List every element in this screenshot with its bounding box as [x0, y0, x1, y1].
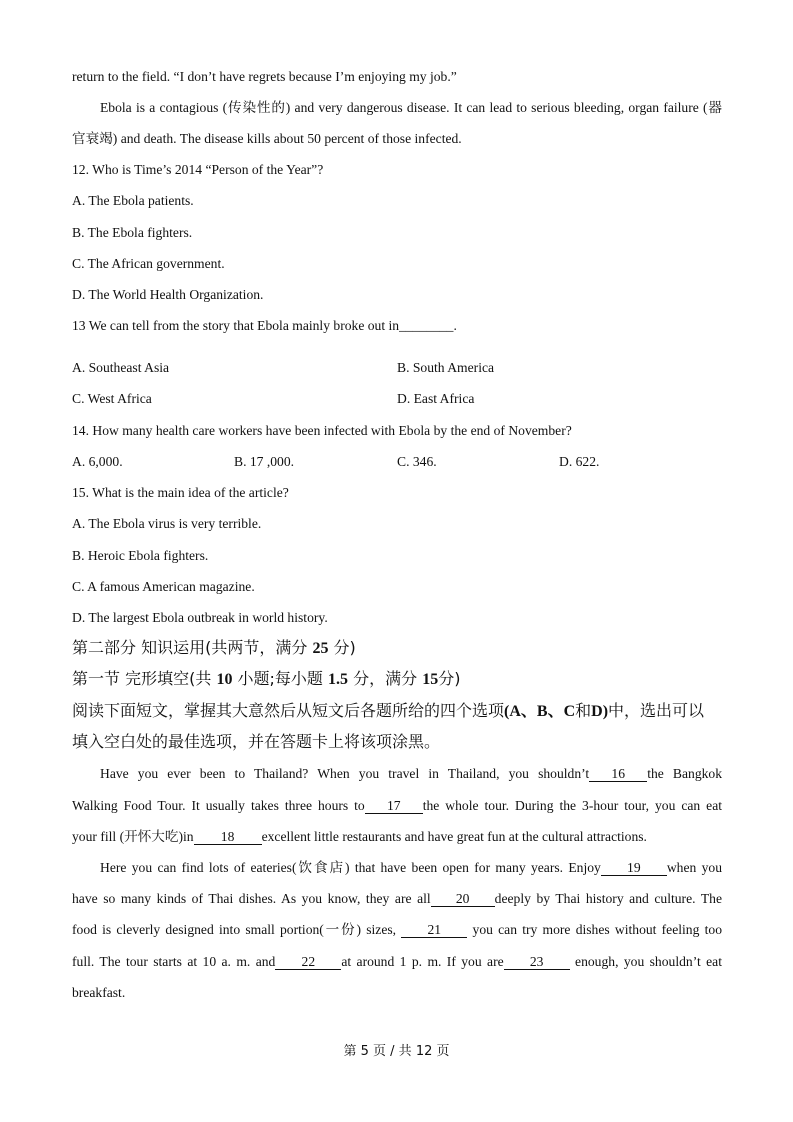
cloze-line	[72, 796, 722, 816]
question-15-option-a: A. The Ebola virus is very terrible.	[72, 516, 262, 531]
blank-19: 19	[601, 860, 667, 876]
question-12-stem: 12. Who is Time’s 2014 “Person of the Year”?	[72, 162, 324, 177]
cloze-text: your fill (开怀大吃)in	[72, 829, 194, 844]
heading-text: 分)	[333, 638, 356, 657]
heading-text: 分，满分	[353, 669, 418, 688]
cloze-text: you can try more dishes without feeling too	[472, 922, 722, 937]
blank-16: 16	[589, 766, 647, 782]
cloze-text: full. The tour starts at 10 a. m. and	[72, 954, 276, 969]
passage-text: 官衰竭) and death. The disease kills about 50 percent of those infected.	[72, 131, 462, 146]
question-15-stem: 15. What is the main idea of the article?	[72, 485, 289, 500]
cloze-line	[100, 764, 722, 784]
cloze-text: when you	[666, 860, 723, 875]
blank-21: 21	[401, 922, 467, 938]
section-heading	[72, 669, 460, 690]
question-12-option-a: A. The Ebola patients.	[72, 193, 194, 208]
cloze-line	[72, 920, 722, 940]
blank-18: 18	[194, 829, 262, 845]
cloze-text: at around 1 p. m. If you are	[341, 954, 504, 969]
heading-text: 第一节 完形填空(共	[72, 669, 212, 688]
part-heading	[72, 638, 356, 659]
cloze-text: Walking Food Tour. It usually takes three hours to	[72, 798, 365, 813]
cloze-line	[100, 858, 722, 878]
question-14-option-b: B. 17 ,000.	[234, 454, 295, 469]
cloze-line	[72, 827, 647, 847]
question-14-option-a: A. 6,000.	[72, 454, 123, 469]
blank-22: 22	[275, 954, 341, 970]
cloze-text: food is cleverly designed into small portion(一份) sizes,	[72, 922, 397, 937]
cloze-text: enough, you shouldn’t eat	[575, 954, 722, 969]
instructions-text: 中，选出可以	[608, 701, 705, 720]
passage-text: Ebola is a contagious (传染性的) and very dangerous disease. It can lead to serious bleeding, organ failure (器	[100, 100, 722, 115]
heading-text: 分)	[438, 669, 461, 688]
cloze-text: Here you can find lots of eateries(饮食店) that have been open for many years. Enjoy	[100, 860, 601, 875]
heading-text: 第二部分 知识运用(共两节，满分	[72, 638, 308, 657]
question-13-option-d: D. East Africa	[397, 391, 475, 406]
question-13-option-b: B. South America	[397, 360, 495, 375]
question-12-option-c: C. The African government.	[72, 256, 225, 271]
question-15-option-b: B. Heroic Ebola fighters.	[72, 548, 209, 563]
cloze-text: deeply by Thai history and culture. The	[494, 891, 722, 906]
question-13-stem: 13 We can tell from the story that Ebola mainly broke out in________.	[72, 318, 457, 333]
question-12-option-b: B. The Ebola fighters.	[72, 225, 193, 240]
question-12-option-d: D. The World Health Organization.	[72, 287, 264, 302]
cloze-text: the Bangkok	[647, 766, 723, 781]
cloze-text: the whole tour. During the 3-hour tour, you can eat	[422, 798, 723, 813]
cloze-text: have so many kinds of Thai dishes. As you know, they are all	[72, 891, 431, 906]
question-13-option-a: A. Southeast Asia	[72, 360, 170, 375]
blank-17: 17	[365, 798, 423, 814]
heading-number: 15	[422, 671, 439, 688]
page-footer: 第 5 页 / 共 12 页	[343, 1044, 450, 1059]
blank-20: 20	[431, 891, 495, 907]
question-14-option-c: C. 346.	[397, 454, 437, 469]
instructions-line	[72, 701, 704, 722]
question-13-option-c: C. West Africa	[72, 391, 152, 406]
cloze-text: Have you ever been to Thailand? When you travel in Thailand, you shouldn’t	[100, 766, 590, 781]
instructions-text: 阅读下面短文，掌握其大意然后从短文后各题所给的四个选项	[72, 701, 505, 720]
instructions-text: 和	[575, 701, 592, 720]
question-15-option-d: D. The largest Ebola outbreak in world history.	[72, 610, 328, 625]
cloze-line	[72, 952, 722, 972]
instructions-text: D)	[591, 703, 609, 720]
heading-number: 1.5	[328, 671, 349, 688]
question-15-option-c: C. A famous American magazine.	[72, 579, 255, 594]
heading-number: 25	[312, 640, 329, 657]
passage-text: return to the field. “I don’t have regrets because I’m enjoying my job.”	[72, 69, 457, 84]
cloze-line	[72, 889, 722, 909]
instructions-text: (A、B、C	[504, 703, 576, 720]
cloze-text: excellent little restaurants and have great fun at the cultural attractions.	[261, 829, 647, 844]
heading-number: 10	[216, 671, 233, 688]
question-14-option-d: D. 622.	[559, 454, 600, 469]
blank-23: 23	[504, 954, 570, 970]
cloze-line: breakfast.	[72, 985, 126, 1000]
instructions-line: 填入空白处的最佳选项，并在答题卡上将该项涂黑。	[72, 732, 441, 751]
heading-text: 小题;每小题	[237, 669, 323, 688]
question-14-stem: 14. How many health care workers have been infected with Ebola by the end of November?	[72, 423, 572, 438]
